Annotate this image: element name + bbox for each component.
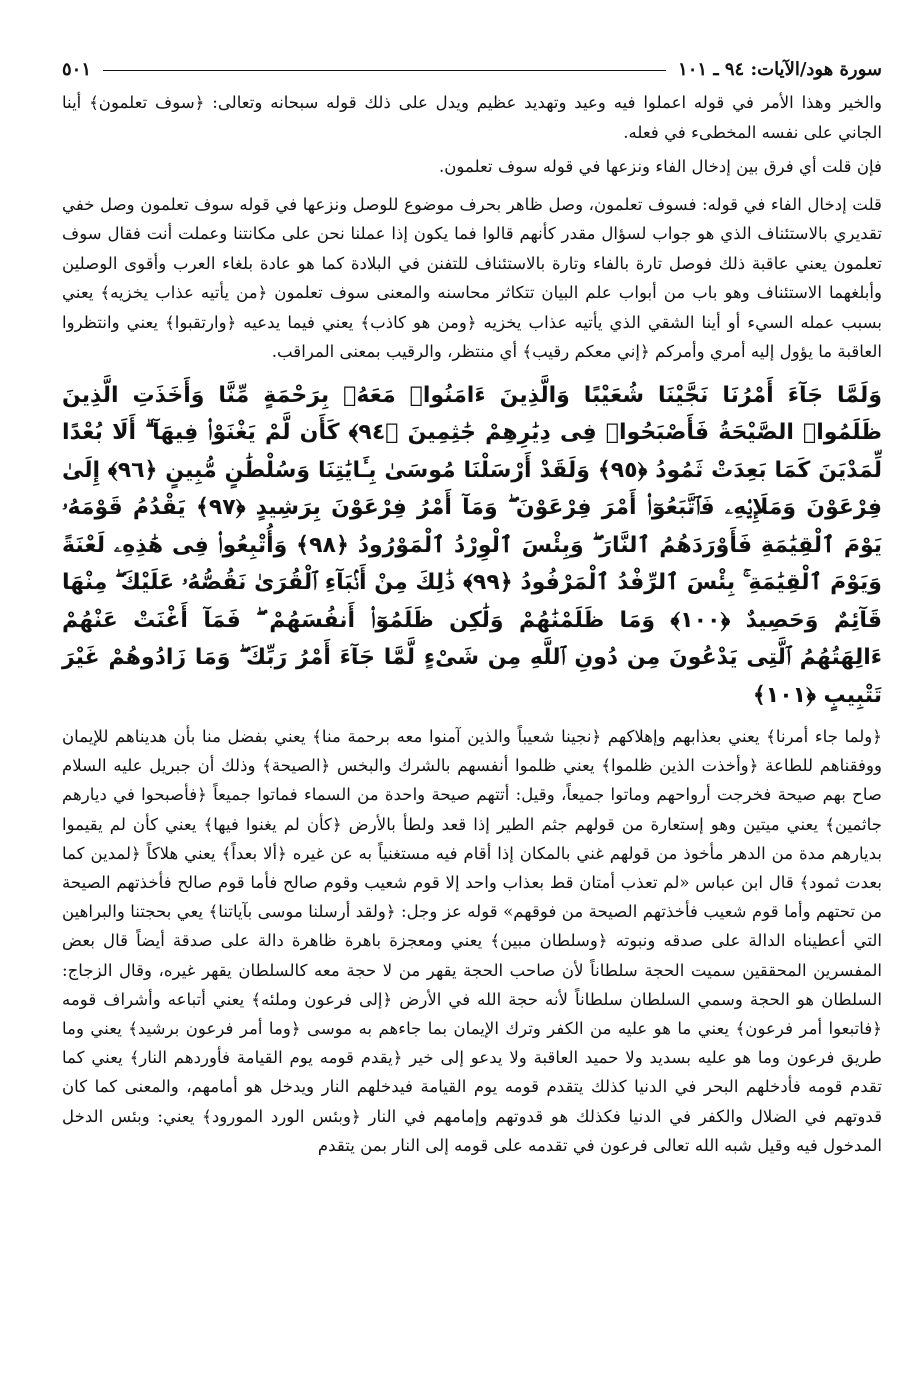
page-number: ٥٠١	[62, 58, 92, 80]
commentary-paragraph: ﴿ولما جاء أمرنا﴾ يعني بعذابهم وإهلاكهم ﴿نجينا شعيباً والذين آمنوا معه برحمة منا﴾ يعني بفضل منا بأن هديناهم للإيمان ووفقناهم للطاعة ﴿وأخذت الذين ظلموا﴾ يعني ظلموا أنفسهم بالشرك والبخس ﴿الصيحة﴾ وذلك أن جبريل عليه السلام صاح بهم صيحة فخرجت أرواحهم وماتوا جميعاً، وقيل: أتتهم صيحة واحدة من السماء فماتوا جميعاً ﴿فأصبحوا في ديارهم جاثمين﴾ يعني ميتين وهو إستعارة من قولهم جثم الطير إذا قعد ولطأ بالأرض ﴿كأن لم يغنوا فيها﴾ يعني كأن لم يقيموا بديارهم مدة من الدهر مأخوذ من قولهم غني بالمكان إذا أقام فيه مستغنياً به عن غيره ﴿ألا بعداً﴾ يعني هلاكاً ﴿لمدين كما بعدت ثمود﴾ قال ابن عباس «لم تعذب أمتان قط بعذاب واحد إلا قوم شعيب وقوم صالح فأما قوم صالح فأخذتهم الصيحة من تحتهم وأما قوم شعيب فأخذتهم الصيحة من فوقهم» قوله عز وجل: ﴿ولقد أرسلنا موسى بآياتنا﴾ يعي بحجتنا والبراهين التي أعطيناه الدالة على صدقه ونبوته ﴿وسلطان مبين﴾ يعني ومعجزة باهرة ظاهرة دالة على صدقة أيضاً قال بعض المفسرين المحققين سميت الحجة سلطاناً لأن صاحب الحجة يقهر من لا حجة معه كالسلطان يقهر غيره، وقال الزجاج: السلطان هو الحجة وسمي السلطان سلطاناً لأنه حجة الله في الأرض ﴿إلى فرعون وملئه﴾ يعني أتباعه وأشراف قومه ﴿فاتبعوا أمر فرعون﴾ يعني ما هو عليه من الكفر وترك الإيمان بما جاءهم به موسى ﴿وما أمر فرعون برشيد﴾ يعني وما طريق فرعون وما هو عليه بسديد ولا حميد العاقبة ولا يدعو إلى خير ﴿يقدم قومه يوم القيامة فأوردهم النار﴾ يعني كما تقدم قومه فأدخلهم البحر في الدنيا كذلك يتقدم قومه يوم القيامة فيدخلهم النار ويدخل هو أمامهم، والمعنى كما كان قدوتهم في الضلال والكفر في الدنيا فكذلك هو قدوتهم وإمامهم في النار ﴿وبئس الورد المورود﴾ يعني: وبئس الدخل المدخول فيه وقيل شبه الله تعالى فرعون في تقدمه على قومه إلى النار بمن يتقدم	[62, 727, 882, 1155]
running-title: سورة هود/الآيات: ٩٤ ـ ١٠١	[678, 58, 882, 80]
book-page	[62, 52, 882, 1379]
paragraph: قلت إدخال الفاء في قوله: فسوف تعلمون، وصل ظاهر بحرف موضوع للوصل ونزعها في قوله سوف تعلمون وصل خفي تقديري بالاستئناف الذي هو جواب لسؤال مقدر كأنهم قالوا فما يكون إذا عملنا نحن على مكانتنا وعملت أنت فقال سوف تعلمون يعني عاقبة ذلك فوصل تارة بالفاء وتارة بالاستئناف للتفنن في البلادة كما هو عادة بلغاء العرب وأقوى الوصلين وأبلغهما الاستئناف وهو باب من أبواب علم البيان تتكاثر محاسنه والمعنى سوف تعلمون ﴿من يأتيه عذاب يخزيه﴾ يعني بسبب عمله السيء أو أينا الشقي الذي يأتيه عذاب يخزيه ﴿ومن هو كاذب﴾ يعني فيما يدعيه ﴿وارتقبوا﴾ يعني وانتظروا العاقبة ما يؤول إليه أمري وأمركم ﴿إني معكم رقيب﴾ أي منتظر، والرقيب بمعنى المراقب.	[62, 194, 882, 361]
header-rule	[103, 70, 666, 71]
paragraph: فإن قلت أي فرق بين إدخال الفاء ونزعها في قوله سوف تعلمون.	[438, 157, 882, 176]
paragraph: والخير وهذا الأمر في قوله اعملوا فيه وعيد وتهديد عظيم ويدل على ذلك قوله سبحانه وتعالى: ﴿سوف تعلمون﴾ أينا الجاني على نفسه المخطىء في فعله.	[62, 93, 882, 142]
page-header	[62, 52, 882, 86]
quran-verses: وَلَمَّا جَآءَ أَمْرُنَا نَجَّيْنَا شُعَيْبًا وَالَّذِينَ ءَامَنُوا۟ مَعَهُۥ بِرَحْمَةٍ مِّنَّا وَأَخَذَتِ الَّذِينَ ظَلَمُوا۟ الصَّيْحَةُ فَأَصْبَحُوا۟ فِى دِيَٰرِهِمْ جَٰثِمِينَ ﴿٩٤﴾ كَأَن لَّمْ يَغْنَوْا۟ فِيهَآ ۗ أَلَا بُعْدًا لِّمَدْيَنَ كَمَا بَعِدَتْ ثَمُودُ ﴿٩٥﴾ وَلَقَدْ أَرْسَلْنَا مُوسَىٰ بِـَٔايَٰتِنَا وَسُلْطَٰنٍ مُّبِينٍ ﴿٩٦﴾ إِلَىٰ فِرْعَوْنَ وَمَلَإِي۟هِۦ فَٱتَّبَعُوٓا۟ أَمْرَ فِرْعَوْنَ ۖ وَمَآ أَمْرُ فِرْعَوْنَ بِرَشِيدٍ ﴿٩٧﴾ يَقْدُمُ قَوْمَهُۥ يَوْمَ ٱلْقِيَٰمَةِ فَأَوْرَدَهُمُ ٱلنَّارَ ۖ وَبِئْسَ ٱلْوِرْدُ ٱلْمَوْرُودُ ﴿٩٨﴾ وَأُتْبِعُوا۟ فِى هَٰذِهِۦ لَعْنَةً وَيَوْمَ ٱلْقِيَٰمَةِ ۚ بِئْسَ ٱلرِّفْدُ ٱلْمَرْفُودُ ﴿٩٩﴾ ذَٰلِكَ مِنْ أَنۢبَآءِ ٱلْقُرَىٰ نَقُصُّهُۥ عَلَيْكَ ۖ مِنْهَا قَآئِمٌ وَحَصِيدٌ ﴿١٠٠﴾ وَمَا ظَلَمْنَٰهُمْ وَلَٰكِن ظَلَمُوٓا۟ أَنفُسَهُمْ ۖ فَمَآ أَغْنَتْ عَنْهُمْ ءَالِهَتُهُمُ ٱلَّتِى يَدْعُونَ مِن دُونِ ٱللَّهِ مِن شَىْءٍ لَّمَّا جَآءَ أَمْرُ رَبِّكَ ۖ وَمَا زَادُوهُمْ غَيْرَ تَتْبِيبٍ ﴿١٠١﴾	[62, 382, 882, 708]
